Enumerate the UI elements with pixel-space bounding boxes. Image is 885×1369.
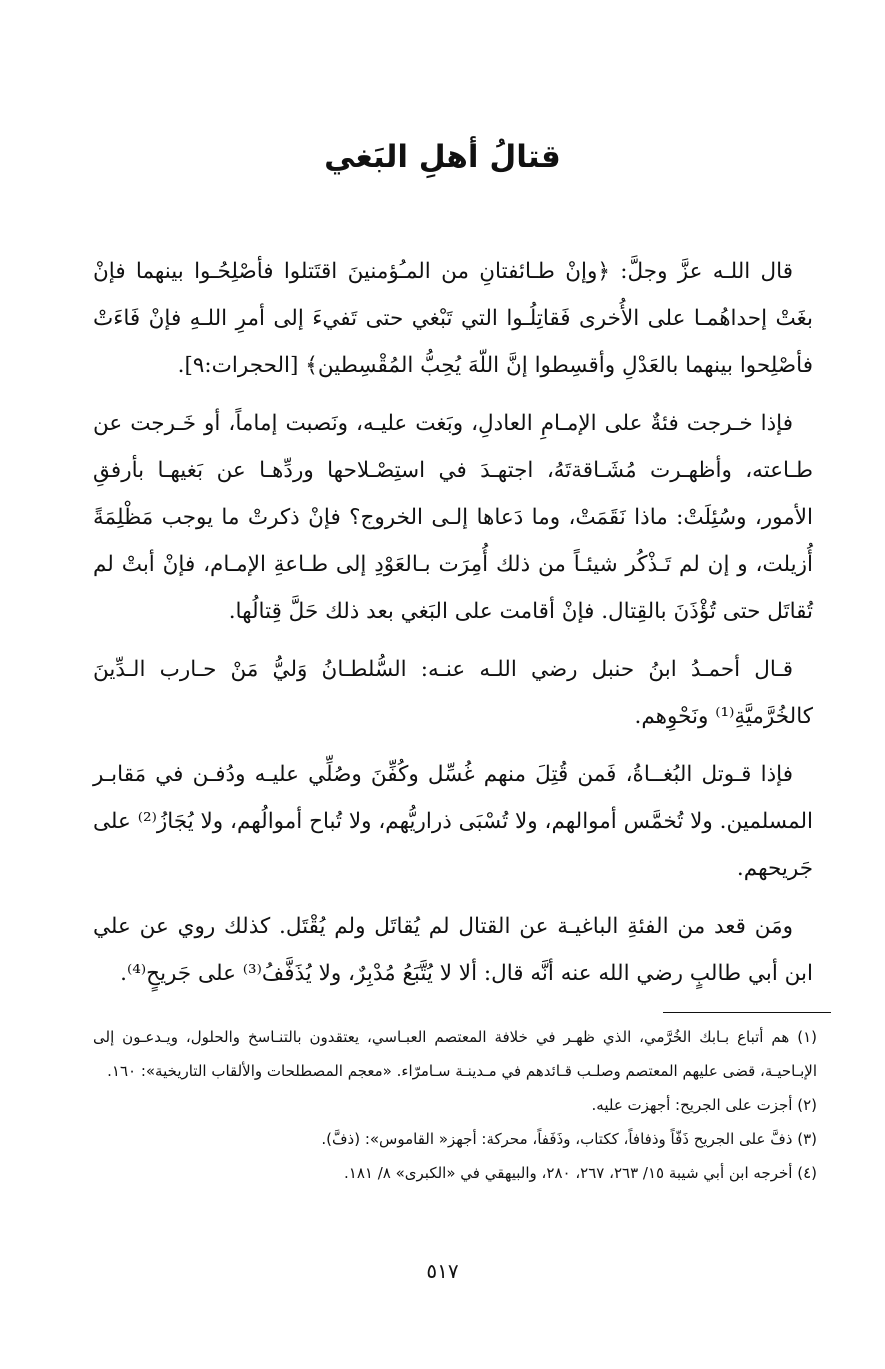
footnote-separator <box>663 1012 831 1013</box>
footnotes <box>93 1020 817 1190</box>
footnote-2: (٢) أجزت على الجريح: أجهزت عليه. <box>591 1096 817 1114</box>
chapter-title: قتالُ أهلِ البَغي <box>324 139 561 175</box>
paragraph-quran-verse: قال اللـه عزَّ وجلَّ: ﴿وإنْ طـائفتانِ من المـُؤمنينَ اقتَتلوا فأصْلِحُـوا بينهما فإنْ بغَتْ إحداهُمـا على الأُخرى فَقاتِلُـوا التي تَبْغي حتى تَفيءَ إلى أمرِ اللـهِ فإنْ فَاءَتْ فأصْلِحوا بينهما بالعَدْلِ وأقسِطوا إنَّ اللّهَ يُحِبُّ المُقْسِطين﴾ [الحجرات:٩]. <box>93 259 813 378</box>
page-number: ٥١٧ <box>426 1259 459 1283</box>
footnote-3: (٣) ذفَّ على الجريح ذَفّاً وذفافاً، ككتاب، وذَفَفاً، محركة: أجهز« القاموس»: (ذفَّ). <box>321 1130 817 1148</box>
paragraph-fallen-rebels: فإذا قـوتل البُغــاةُ، فَمن قُتِلَ منهم غُسِّل وكُفِّنَ وصُلِّي عليـه ودُفـن في مَقابـر المسلمين. ولا تُخمَّس أموالهم، ولا تُسْبَى ذراريُّهم، ولا تُباح أموالُهم، ولا يُجَازُ⁽²⁾ على جَريحهم. <box>93 762 813 881</box>
footnote-1: (١) هم أتباع بـابك الخُرَّمي، الذي ظهـر في خلافة المعتصم العبـاسي، يعتقدون بالتنـاسخ والحلول، ويـدعـون إلى الإبـاحيـة، قضى عليهم المعتصم وصلـب قـائدهم في مـدينـة سـامرّاء. «معجم المصطلحات والألقاب التاريخية»: ١٦٠. <box>93 1028 817 1080</box>
main-text <box>93 248 813 1008</box>
footnote-4: (٤) أخرجه ابن أبي شيبة ١٥/ ٢٦٣، ٢٦٧، ٢٨٠، والبيهقي في «الكبرى» ٨/ ١٨١. <box>344 1164 817 1182</box>
paragraph-ali-narration: ومَن قعد من الفئةِ الباغيـة عن القتال لم يُقاتَل ولم يُقْتَل. كذلك روي عن علي ابن أبي طالبٍ رضي الله عنه أنَّه قال: ألا لا يُتَّبَعُ مُدْبِرٌ، ولا يُذَفَّفُ⁽³⁾ على جَريحٍ⁽⁴⁾. <box>93 914 813 986</box>
paragraph-ahmad-quote: قـال أحمـدُ ابنُ حنبل رضي اللـه عنـه: السُّلطـانُ وَليُّ مَنْ حـارب الـدِّينَ كالخُرَّميَّةِ⁽¹⁾ ونَحْوِهم. <box>93 657 813 729</box>
paragraph-rebels-ruling: فإذا خـرجت فئةٌ على الإمـامِ العادلِ، وبَغت عليـه، ونَصبت إماماً، أو خَـرجت عن طـاعته، وأظهـرت مُشَـاقةتَهُ، اجتهـدَ في استِصْـلاحها وردِّهـا عن بَغيهـا بأرفقِ الأمور، وسُئِلَتْ: ماذا نَقَمَتْ، وما دَعاها إلـى الخروج؟ فإنْ ذكرتْ ما يوجب مَظْلِمَةً أُزيلت، و إن لم تَـذْكُر شيئـاً من ذلك أُمِرَت بـالعَوْدِ إلى طـاعةِ الإمـام، فإنْ أبتْ لم تُقاتَل حتى تُؤْذَنَ بالقِتال. فإنْ أقامت على البَغي بعد ذلك حَلَّ قِتالُها. <box>93 411 813 624</box>
